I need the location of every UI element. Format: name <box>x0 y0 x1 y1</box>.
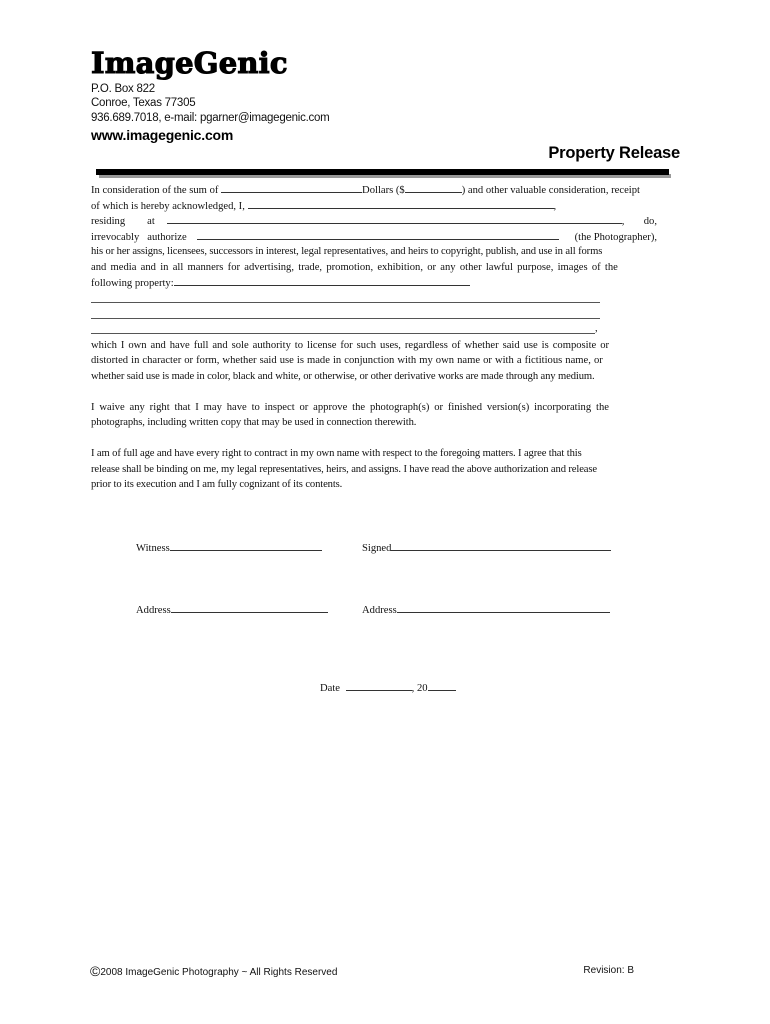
para4-line-2: release shall be binding on me, my legal representatives, heirs, and assigns. I have read the above authorization and release <box>91 464 597 475</box>
witness-address-field <box>136 602 328 616</box>
authorize-word: authorize <box>147 232 187 243</box>
copyright-symbol: © <box>90 963 101 979</box>
para1-line-2-b: , <box>553 201 557 212</box>
para3-line-1: I waive any right that I may have to inspect or approve the photograph(s) or finished version(s) incorporating the <box>91 402 609 413</box>
para1-line-3 <box>91 213 657 230</box>
at-word: at <box>147 216 155 227</box>
witness-address-label: Address <box>136 605 171 616</box>
year-blank[interactable] <box>428 680 456 691</box>
page-title: Property Release <box>548 144 680 162</box>
witness-label: Witness <box>136 543 170 554</box>
residence-blank[interactable] <box>167 213 622 224</box>
para1-line-5: his or her assigns, licensees, successors in interest, legal representatives, and heirs to copyright, publish, and use in all forms <box>91 246 603 257</box>
para1-line-1-c: ) and other valuable consideration, receipt <box>461 185 640 196</box>
date-field <box>320 680 456 694</box>
witness-blank[interactable] <box>170 540 322 551</box>
copyright-text: 2008 ImageGenic Photography ~ All Rights Reserved <box>100 967 338 978</box>
address-line-1: P.O. Box 822 <box>91 83 155 95</box>
property-blank-3[interactable] <box>91 318 600 319</box>
para1-line-1-b: Dollars ($ <box>362 185 405 196</box>
dollar-amount-blank[interactable] <box>405 182 462 193</box>
para4-line-1: I am of full age and have every right to contract in my own name with respect to the foregoing matters. I agree that this <box>91 448 582 459</box>
signed-label: Signed <box>362 543 392 554</box>
photographer-blank[interactable] <box>197 229 559 240</box>
do-word: do, <box>643 216 657 227</box>
signed-blank[interactable] <box>391 540 611 551</box>
para1-line-7 <box>91 275 657 292</box>
para1-line-1 <box>91 182 657 199</box>
date-year-prefix: , 20 <box>411 683 428 694</box>
property-blank-1[interactable] <box>174 275 470 286</box>
signed-field <box>362 540 611 554</box>
revision-label: Revision: B <box>583 965 634 976</box>
address-line-2: Conroe, Texas 77305 <box>91 97 196 109</box>
residing-word: residing <box>91 216 126 227</box>
para1-line-6: and media and in all manners for advertising, trade, promotion, exhibition, or any other lawful purpose, images of the <box>91 262 618 273</box>
irrevocably-word: irrevocably <box>91 232 140 243</box>
residence-comma: , <box>621 216 625 227</box>
para4-line-3: prior to its execution and I am fully cognizant of its contents. <box>91 479 343 490</box>
following-property-label: following property: <box>91 278 174 289</box>
website-link[interactable]: www.imagegenic.com <box>91 127 234 143</box>
para1-line-1-a: In consideration of the sum of <box>91 185 222 196</box>
para1-line-2-a: of which is hereby acknowledged, I, <box>91 201 248 212</box>
contact-line: 936.689.7018, e-mail: pgarner@imagegenic.com <box>91 112 330 124</box>
photographer-label: (the Photographer), <box>574 232 657 243</box>
date-label: Date <box>320 683 340 694</box>
para2-line-1: which I own and have full and sole authority to license for such uses, regardless of whether said use is composite or <box>91 340 610 351</box>
para3-line-2: photographs, including written copy that may be used in connection therewith. <box>91 417 417 428</box>
witness-field <box>136 540 322 554</box>
copyright-notice <box>90 962 337 978</box>
signer-address-label: Address <box>362 605 397 616</box>
para2-line-3: whether said use is made in color, black and white, or otherwise, or other derivative works are made through any medium. <box>91 371 595 382</box>
property-blank-comma: , <box>595 323 598 334</box>
name-blank[interactable] <box>248 198 554 209</box>
sum-blank[interactable] <box>221 182 362 193</box>
signer-address-blank[interactable] <box>397 602 610 613</box>
header-rule <box>96 169 669 175</box>
company-logo: ImageGenic <box>91 46 288 80</box>
witness-address-blank[interactable] <box>171 602 328 613</box>
date-blank[interactable] <box>346 680 412 691</box>
property-blank-4[interactable] <box>91 333 595 334</box>
property-blank-2[interactable] <box>91 302 600 303</box>
para2-line-2: distorted in character or form, whether said use is made in conjunction with my own name or with a fictitious name, or <box>91 355 603 366</box>
signer-address-field <box>362 602 610 616</box>
